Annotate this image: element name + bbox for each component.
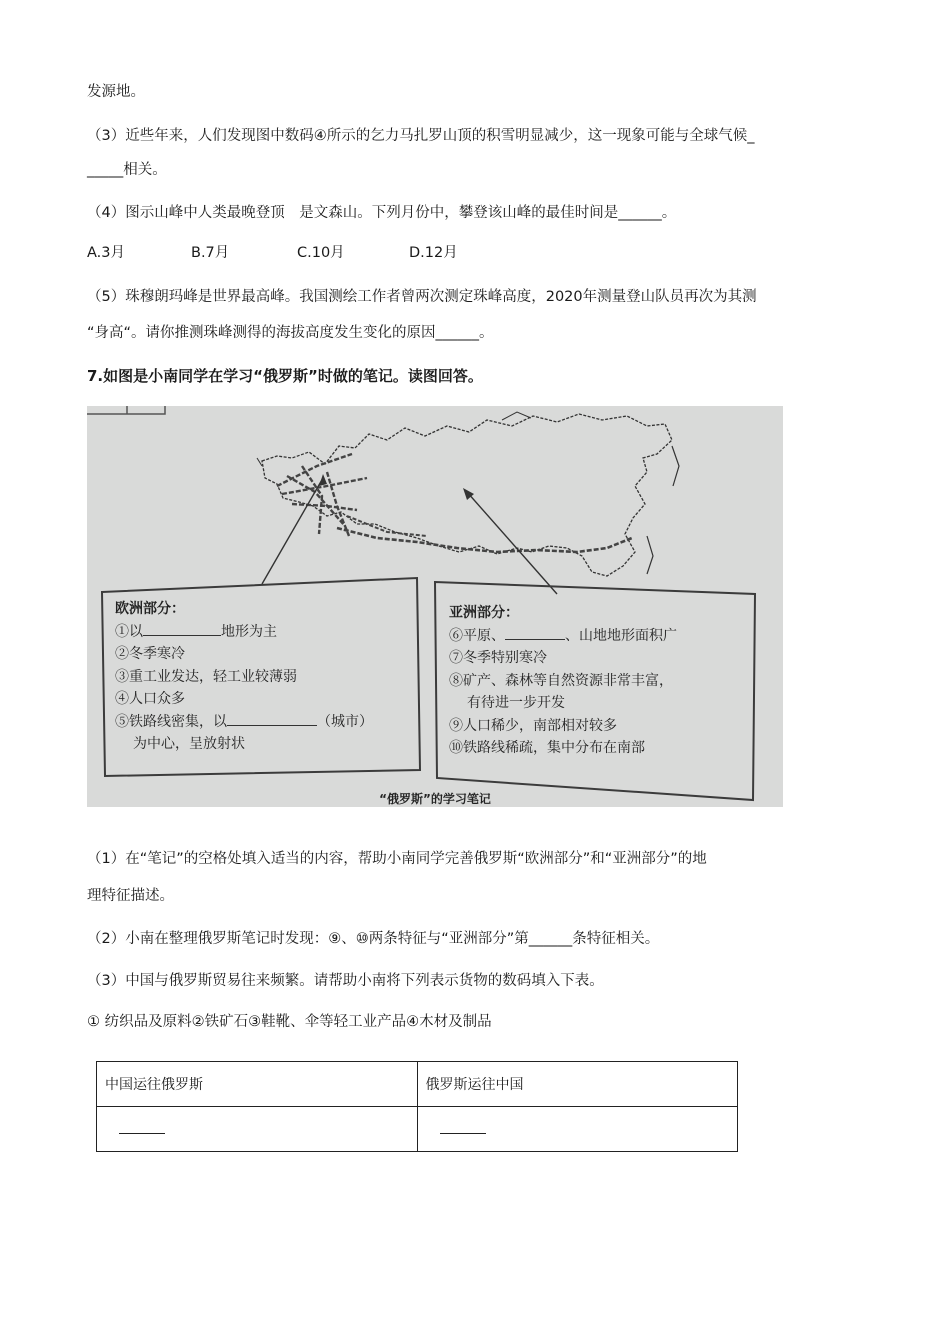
question-3: （3）近些年来，人们发现图中数码④所示的乞力马扎罗山顶的积雪明显减少，这一现象可能与全球气候_ [87,128,755,144]
question-5-cont: “身高“。请你推测珠峰测得的海拔高度发生变化的原因______。 [87,325,494,341]
option-a: A.3月 [87,245,125,261]
europe-item-1: ①以 地形为主 [115,621,415,644]
blank-terrain[interactable] [143,621,221,636]
figure-caption: “俄罗斯”的学习笔记 [379,792,491,806]
asia-item-8: ⑧矿产、森林等自然资源非常丰富， [449,672,673,689]
question-7-1: （1）在“笔记”的空格处填入适当的内容，帮助小南同学完善俄罗斯“欧洲部分”和“亚洲部分”的地 [87,851,707,867]
blank-landform[interactable] [505,625,565,640]
question-7-3: （3）中国与俄罗斯贸易往来频繁。请帮助小南将下列表示货物的数码填入下表。 [87,973,604,989]
europe-heading: 欧洲部分： [115,601,185,617]
table-header-row [97,1062,738,1107]
option-c: C.10月 [297,245,345,261]
asia-item-8-cont: 有待进一步开发 [467,695,565,711]
trade-table [96,1061,738,1152]
asia-item-6: ⑥平原、 、山地地形面积广 [449,625,749,648]
europe-notes [105,590,425,764]
europe-item-3: ③重工业发达，轻工业较薄弱 [115,668,297,685]
asia-item-10: ⑩铁路线稀疏，集中分布在南部 [449,740,645,756]
asia-item-9: ⑨人口稀少，南部相对较多 [449,717,617,734]
question-7-1-cont: 理特征描述。 [87,888,174,904]
asia-notes [439,594,759,768]
europe-item-5-cont: 为中心，呈放射状 [133,736,245,752]
answer-cell-russia-to-china[interactable] [417,1107,738,1152]
europe-item-5: ⑤铁路线密集，以 （城市） [115,711,415,734]
question-3-cont: _____相关。 [87,162,167,178]
text-line: 发源地。 [87,84,145,100]
answer-blank[interactable] [440,1121,486,1134]
table-header-china-to-russia: 中国运往俄罗斯 [97,1062,418,1107]
question-5: （5）珠穆朗玛峰是世界最高峰。我国测绘工作者曾两次测定珠峰高度，2020年测量登山队员再次为其测 [87,289,757,305]
question-4: （4）图示山峰中人类最晚登顶 是文森山。下列月份中，攀登该山峰的最佳时间是______。 [87,205,677,221]
asia-item-7: ⑦冬季特别寒冷 [449,650,547,666]
europe-item-4: ④人口众多 [115,691,185,707]
answer-blank[interactable] [119,1121,165,1134]
table-row [97,1107,738,1152]
question-4-options [87,243,458,263]
option-d: D.12月 [409,245,458,261]
europe-item-2: ②冬季寒冷 [115,646,185,662]
question-7-title: 7.如图是小南同学在学习“俄罗斯”时做的笔记。读图回答。 [87,367,483,385]
russia-notes-figure [87,406,783,807]
table-header-russia-to-china: 俄罗斯运往中国 [417,1062,738,1107]
goods-list: ① 纺织品及原料②铁矿石③鞋靴、伞等轻工业产品④木材及制品 [87,1014,492,1030]
asia-heading: 亚洲部分： [449,605,519,621]
answer-cell-china-to-russia[interactable] [97,1107,418,1152]
question-7-2: （2）小南在整理俄罗斯笔记时发现：⑨、⑩两条特征与“亚洲部分”第______条特征相关。 [87,931,660,947]
blank-city[interactable] [227,711,317,726]
option-b: B.7月 [191,245,230,261]
